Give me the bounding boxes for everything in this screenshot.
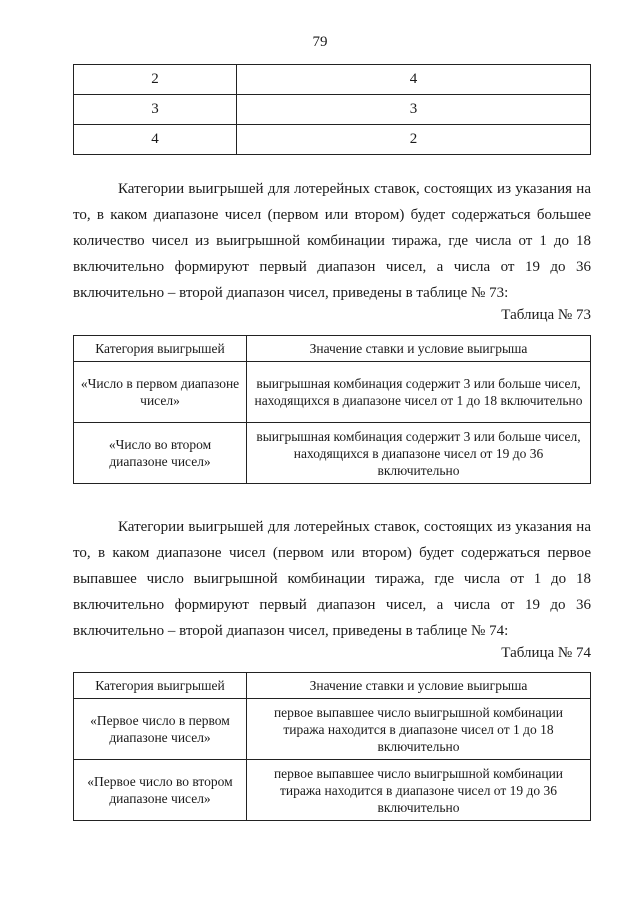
condition-cell: выигрышная комбинация содержит 3 или больше чисел, находящихся в диапазоне чисел от 19 до 36 включительно (247, 423, 591, 484)
column-header-category: Категория выигрышей (74, 673, 247, 699)
category-cell: «Первое число во втором диапазоне чисел» (74, 760, 247, 821)
table-74 (73, 672, 591, 821)
table-cell: 2 (74, 65, 237, 95)
table-cell: 2 (237, 125, 591, 155)
column-header-category: Категория выигрышей (74, 336, 247, 362)
column-header-condition: Значение ставки и условие выигрыша (247, 336, 591, 362)
table-row (74, 423, 591, 484)
table-cell: 3 (237, 95, 591, 125)
table-row (74, 699, 591, 760)
table-row (74, 65, 591, 95)
category-cell: «Число в первом диапазоне чисел» (74, 362, 247, 423)
top-table (73, 64, 591, 155)
paragraph-table-73-intro: Категории выигрышей для лотерейных ставок, состоящих из указания на то, в каком диапазоне чисел (первом или втором) будет содержаться большее количество чисел из выигрышной комбинации тиража, где числа от 1 до 18 включительно формируют первый диапазон чисел, а числа от 19 до 36 включительно – второй диапазон чисел, приведены в таблице № 73: (73, 181, 591, 301)
table-row (74, 125, 591, 155)
condition-cell: первое выпавшее число выигрышной комбинации тиража находится в диапазоне чисел от 19 до 36 включительно (247, 760, 591, 821)
paragraph-table-74-intro: Категории выигрышей для лотерейных ставок, состоящих из указания на то, в каком диапазоне чисел (первом или втором) будет содержаться первое выпавшее число выигрышной комбинации тиража, где числа от 1 до 18 включительно формируют первый диапазон чисел, а числа от 19 до 36 включительно – второй диапазон чисел, приведены в таблице № 74: (73, 519, 591, 639)
category-cell: «Число во втором диапазоне чисел» (74, 423, 247, 484)
table-row (74, 362, 591, 423)
table-73 (73, 335, 591, 484)
table-74-caption: Таблица № 74 (501, 645, 591, 661)
condition-cell: выигрышная комбинация содержит 3 или больше чисел, находящихся в диапазоне чисел от 1 до 18 включительно (247, 362, 591, 423)
table-row (74, 760, 591, 821)
table-header-row (74, 336, 591, 362)
table-row (74, 95, 591, 125)
table-cell: 4 (74, 125, 237, 155)
table-cell: 4 (237, 65, 591, 95)
page-number: 79 (312, 34, 328, 50)
table-cell: 3 (74, 95, 237, 125)
column-header-condition: Значение ставки и условие выигрыша (247, 673, 591, 699)
table-73-caption: Таблица № 73 (501, 307, 591, 323)
condition-cell: первое выпавшее число выигрышной комбинации тиража находится в диапазоне чисел от 1 до 18 включительно (247, 699, 591, 760)
table-header-row (74, 673, 591, 699)
category-cell: «Первое число в первом диапазоне чисел» (74, 699, 247, 760)
